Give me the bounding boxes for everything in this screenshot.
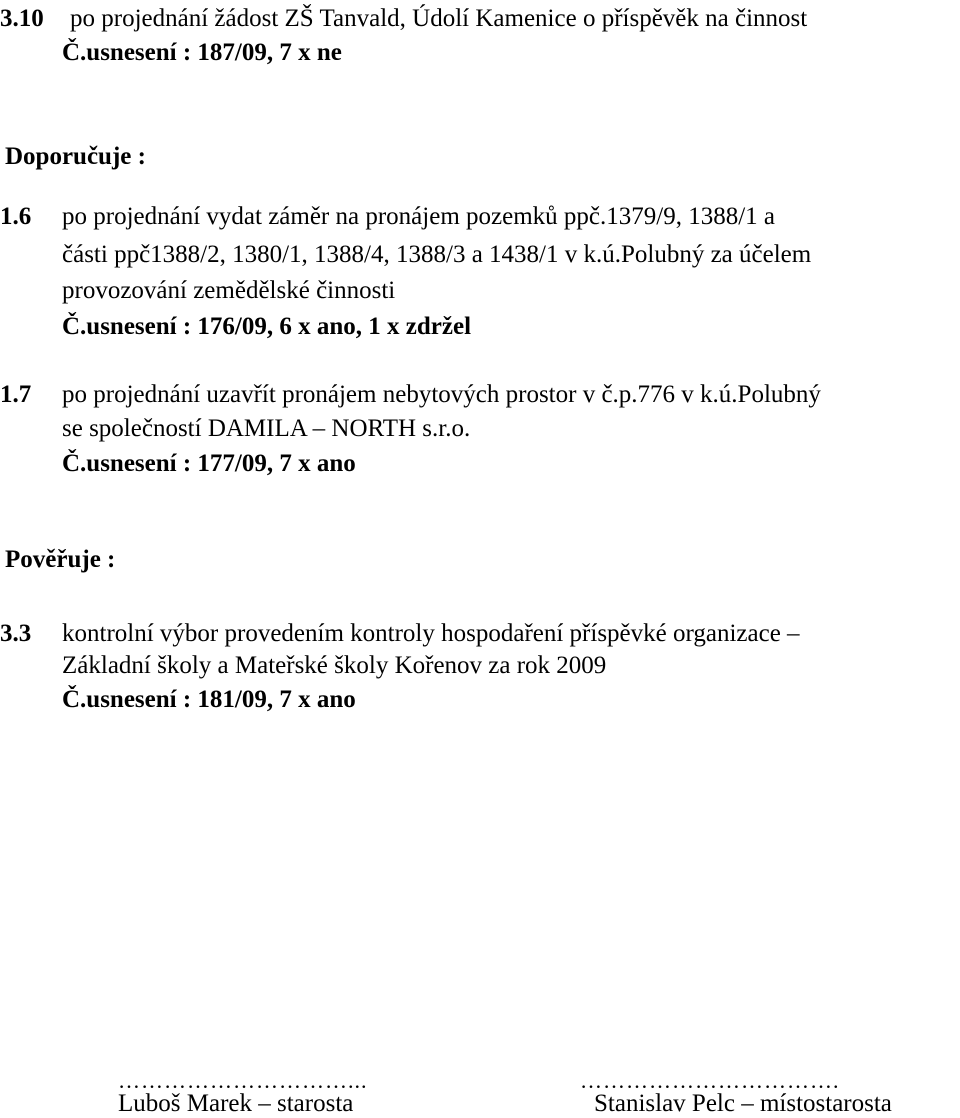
resolution: Č.usnesení : 177/09, 7 x ano [62, 450, 356, 477]
item-number: 3.10 [0, 5, 44, 32]
item-text-line: kontrolní výbor provedením kontroly hospodaření příspěvké organizace – [62, 620, 800, 647]
item-text: po projednání žádost ZŠ Tanvald, Údolí Kamenice o příspěvěk na činnost [70, 5, 808, 32]
signatory-name: Luboš Marek – starosta [118, 1090, 354, 1117]
signatory-name: Stanislav Pelc – místostarosta [594, 1090, 892, 1117]
item-text-line: po projednání uzavřít pronájem nebytových prostor v č.p.776 v k.ú.Polubný [62, 381, 821, 408]
section-heading-poveruje: Pověřuje : [5, 546, 116, 573]
item-text-line: se společností DAMILA – NORTH s.r.o. [62, 415, 471, 442]
signature-line: …………………………... [118, 1068, 368, 1093]
item-number: 1.7 [0, 381, 32, 408]
item-text-line: provozování zemědělské činnosti [62, 277, 396, 304]
section-heading-doporucuje: Doporučuje : [5, 143, 146, 170]
resolution: Č.usnesení : 181/09, 7 x ano [62, 686, 356, 713]
item-number: 1.6 [0, 203, 32, 230]
resolution: Č.usnesení : 176/09, 6 x ano, 1 x zdržel [62, 313, 472, 340]
resolution: Č.usnesení : 187/09, 7 x ne [62, 39, 342, 66]
item-text-line: po projednání vydat záměr na pronájem pozemků ppč.1379/9, 1388/1 a [62, 203, 775, 230]
signature-line: ……………………………. [580, 1068, 840, 1093]
item-number: 3.3 [0, 620, 32, 647]
item-text-line: Základní školy a Mateřské školy Kořenov za rok 2009 [62, 652, 607, 679]
item-text-line: části ppč1388/2, 1380/1, 1388/4, 1388/3 a 1438/1 v k.ú.Polubný za účelem [62, 241, 812, 268]
